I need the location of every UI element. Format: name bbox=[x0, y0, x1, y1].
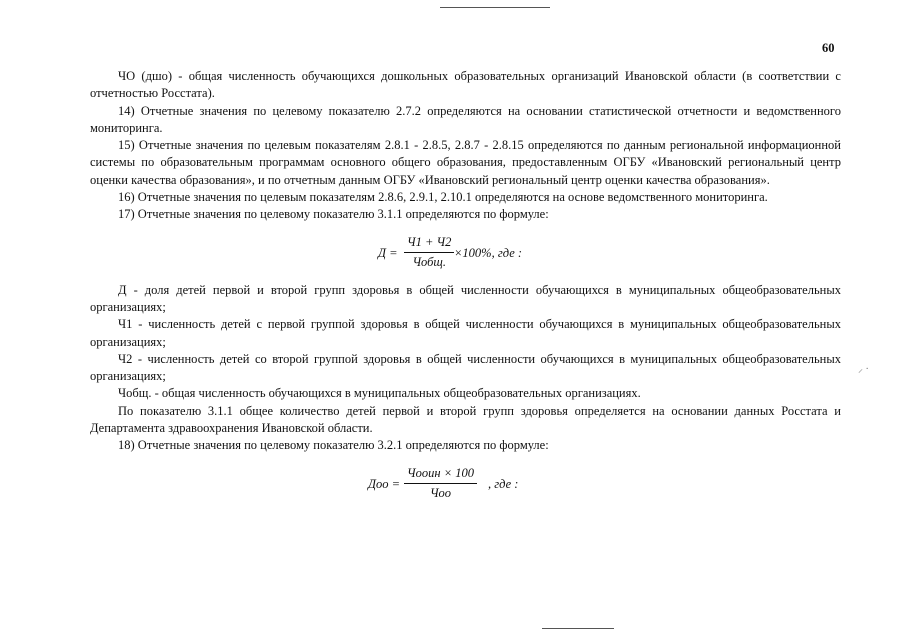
formula-3-2-1 bbox=[90, 455, 841, 513]
definition-d: Д - доля детей первой и второй групп здоровья в общей численности обучающихся в муниципальных общеобразовательных организациях; bbox=[90, 282, 841, 314]
scan-artifact-top bbox=[440, 7, 550, 8]
paragraph-15: 15) Отчетные значения по целевым показателям 2.8.1 - 2.8.5, 2.8.7 - 2.8.15 определяются по данным региональной информационной системы по образовательным программам основного общего образования, предоставленным ОГБУ «Ивановский региональный центр оценки качества образования», и по отчетным данным ОГБУ «Ивановский региональный центр оценки качества образования». bbox=[90, 138, 841, 187]
definition-chobsch: Чобщ. - общая численность обучающихся в муниципальных общеобразовательных организациях. bbox=[118, 386, 641, 401]
formula-1-rhs: ×100%, где : bbox=[454, 245, 523, 260]
paragraph-14: 14) Отчетные значения по целевому показателю 2.7.2 определяются на основании статистической отчетности и ведомственного мониторинга. bbox=[90, 103, 841, 135]
formula-1-numerator: Ч1 + Ч2 bbox=[404, 234, 454, 253]
formula-2-numerator: Чооин × 100 bbox=[404, 465, 477, 484]
paragraph-3-1-1-note: По показателю 3.1.1 общее количество детей первой и второй групп здоровья определяется на основании данных Росстата и Департамента здравоохранения Ивановской области. bbox=[90, 403, 841, 436]
paragraph-16: 16) Отчетные значения по целевым показателям 2.8.6, 2.9.1, 2.10.1 определяются на основе ведомственного мониторинга. bbox=[118, 190, 768, 205]
formula-2-denominator: Чоо bbox=[429, 485, 452, 500]
definition-ch1: Ч1 - численность детей с первой группой здоровья в общей численности обучающихся в муниципальных общеобразовательных организациях; bbox=[90, 317, 841, 349]
formula-1-fraction bbox=[404, 234, 454, 272]
formula-2-fraction bbox=[404, 465, 477, 503]
page-number: 60 bbox=[822, 41, 835, 55]
formula-1-lhs: Д = bbox=[378, 245, 398, 260]
scan-specks: ⸝ · bbox=[858, 364, 869, 375]
definition-ch2: Ч2 - численность детей со второй группой здоровья в общей численности обучающихся в муниципальных общеобразовательных организациях; bbox=[90, 351, 841, 384]
paragraph-cho-definition: ЧО (дшо) - общая численность обучающихся дошкольных образовательных организаций Ивановской области (в соответствии с отчетностью Росстата). bbox=[90, 69, 841, 101]
formula-2-rhs: , где : bbox=[488, 476, 519, 491]
document-body bbox=[90, 68, 841, 513]
scan-artifact-bottom bbox=[542, 628, 614, 629]
paragraph-18: 18) Отчетные значения по целевому показателю 3.2.1 определяются по формуле: bbox=[118, 438, 549, 453]
paragraph-17: 17) Отчетные значения по целевому показателю 3.1.1 определяются по формуле: bbox=[118, 207, 549, 222]
formula-1-denominator: Чобщ. bbox=[412, 254, 446, 269]
formula-3-1-1 bbox=[90, 224, 841, 282]
formula-2-lhs: Доо = bbox=[368, 476, 401, 491]
